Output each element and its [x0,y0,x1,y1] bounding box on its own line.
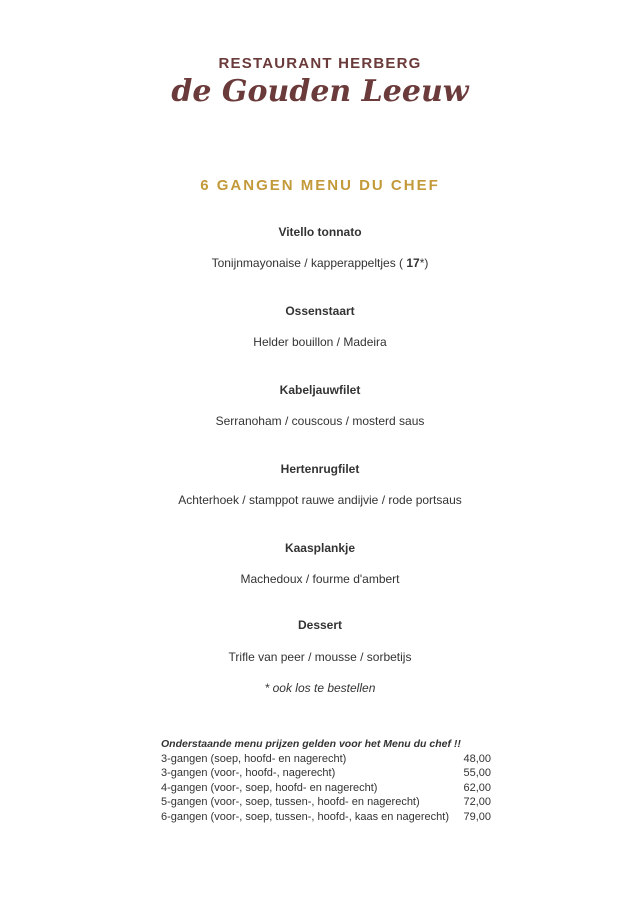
price-label: 6-gangen (voor-, soep, tussen-, hoofd-, kaas en nagerecht) [161,810,450,823]
price-row [161,781,491,796]
course-name: Kabeljauwfilet [279,383,361,397]
logo-script: de Gouden Leeuw [171,74,469,109]
course-desc-text: Tonijnmayonaise / kapperappeltjes ( [211,256,404,270]
course-name: Kaasplankje [284,541,356,555]
course-desc-suffix: *) [419,256,429,270]
course-name: Hertenrugfilet [280,462,360,476]
course-name: Vitello tonnato [278,225,362,239]
course-desc: Machedoux / fourme d'ambert [240,572,400,586]
course-desc: Achterhoek / stamppot rauwe andijvie / rode portsaus [178,493,462,507]
course-name: Ossenstaart [285,304,355,318]
price-value: 79,00 [463,810,491,823]
course-desc: Serranoham / couscous / mosterd saus [215,414,425,428]
price-row [161,810,491,825]
course-desc: Helder bouillon / Madeira [253,335,387,349]
price-value: 48,00 [463,752,491,765]
price-row [161,766,491,781]
logo-subtitle: RESTAURANT HERBERG [218,55,422,72]
price-label: 4-gangen (voor-, soep, hoofd- en nagerecht) [161,781,378,794]
price-value: 72,00 [463,796,491,808]
course-desc: Trifle van peer / mousse / sorbetijs [228,650,412,664]
price-label: 3-gangen (voor-, hoofd-, nagerecht) [161,767,336,779]
course-desc [0,256,640,270]
price-row [161,752,491,767]
price-table [161,737,491,824]
price-label: 3-gangen (soep, hoofd- en nagerecht) [161,752,347,765]
price-heading: Onderstaande menu prijzen gelden voor het Menu du chef !! [161,738,461,750]
course-name: Dessert [297,618,343,632]
price-value: 55,00 [463,767,491,779]
price-label: 5-gangen (voor-, soep, tussen-, hoofd- en nagerecht) [161,796,420,808]
price-row [161,795,491,810]
price-value: 62,00 [463,781,491,794]
allergen-number: 17 [406,256,420,270]
menu-title: 6 GANGEN MENU DU CHEF [200,177,440,194]
footnote: * ook los te bestellen [264,681,376,695]
